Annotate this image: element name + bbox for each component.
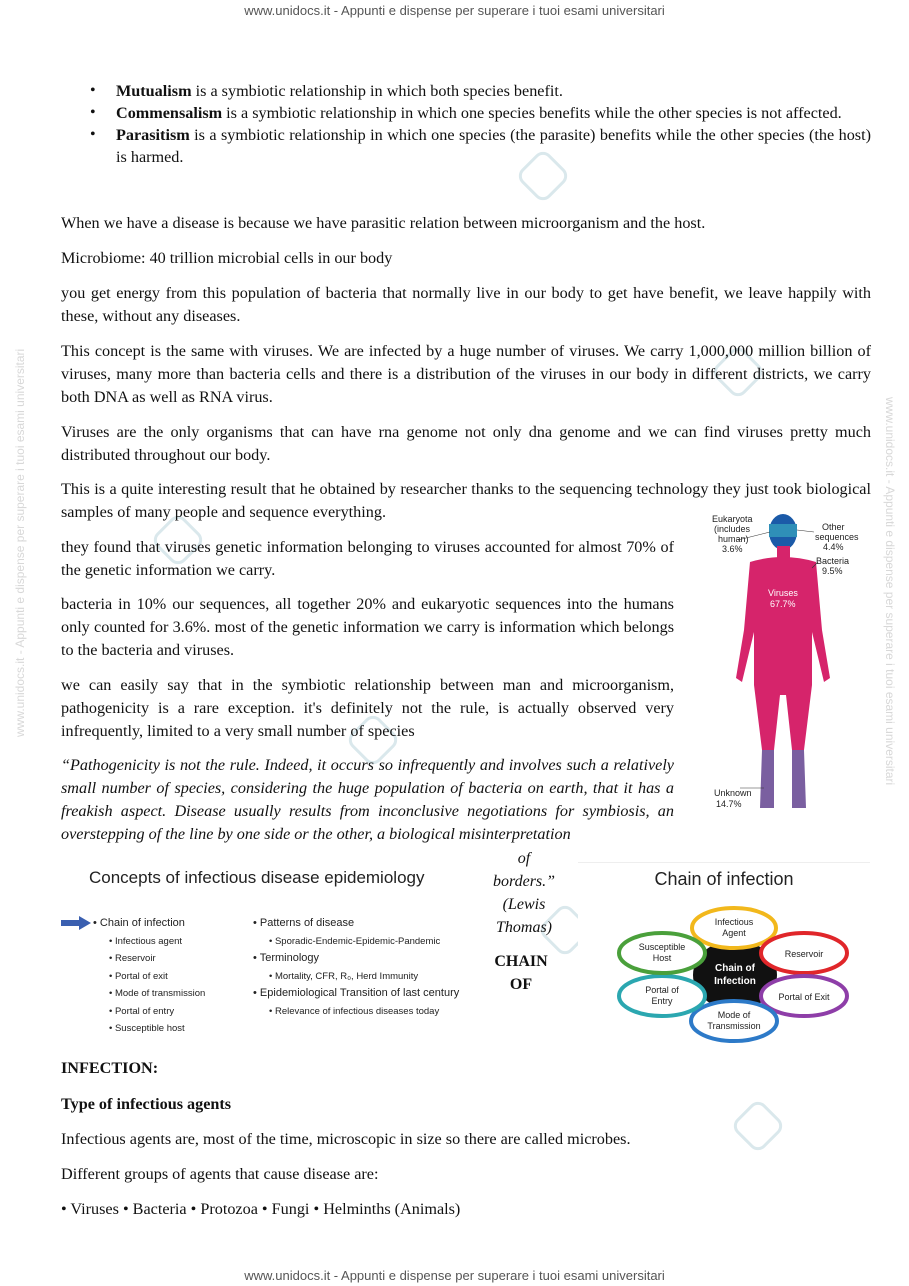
quote: “Pathogenicity is not the rule. Indeed, it occurs so infrequently and involves such a relatively small number of species, considering the huge population of bacteria on earth, that it has a freakish aspect. Disease usually results from inconclusive negotiations for symbiosis, an overstepping of the line by one side or the other, a biological misinterpretation <box>61 756 674 843</box>
slide-subitem: • Sporadic-Endemic-Epidemic-Pandemic <box>269 935 441 947</box>
svg-text:Chain of: Chain of <box>715 963 755 974</box>
slide-subitem: • Portal of entry <box>109 1005 175 1017</box>
viruses-label: Viruses <box>768 588 798 598</box>
list-item: • Commensalism is a symbiotic relationship in which one species benefits while the other species is not affected. <box>116 102 871 124</box>
svg-text:4.4%: 4.4% <box>823 542 844 552</box>
slide-item: • Terminology <box>253 952 320 964</box>
paragraph: When we have a disease is because we have parasitic relation between microorganism and the host. <box>61 214 706 232</box>
body-torso <box>736 557 830 750</box>
paragraph: Different groups of agents that cause disease are: <box>61 1165 379 1183</box>
svg-text:Agent: Agent <box>722 928 746 938</box>
paragraph: they found that viruses genetic information belonging to viruses accounted for almost 70% of the genetic information we carry. <box>61 538 674 579</box>
svg-text:14.7%: 14.7% <box>716 799 742 809</box>
chain-of-infection-diagram <box>578 862 870 1043</box>
arrow-right-icon <box>61 916 91 930</box>
svg-text:Host: Host <box>652 953 672 963</box>
quote-tail: of borders.” (Lewis Thomas) <box>492 850 556 936</box>
slide-subitem: • Mode of transmission <box>109 988 206 999</box>
svg-text:human): human) <box>718 534 749 544</box>
header-watermark: www.unidocs.it - Appunti e dispense per superare i tuoi esami universitari <box>244 3 665 18</box>
list-item: • Parasitism is a symbiotic relationship in which one species (the parasite) benefits while the other species (the host) is harmed. <box>116 124 871 168</box>
slide-subitem: • Susceptible host <box>109 1023 185 1034</box>
svg-text:Transmission: Transmission <box>707 1021 761 1031</box>
slide-subitem: • Relevance of infectious diseases today <box>269 1005 440 1017</box>
svg-text:Mode of: Mode of <box>717 1010 751 1020</box>
chain-node-portal-of-exit <box>761 976 847 1016</box>
paragraph: Microbiome: 40 trillion microbial cells in our body <box>61 249 393 267</box>
svg-text:9.5%: 9.5% <box>822 566 843 576</box>
paragraph: Infectious agents are, most of the time, microscopic in size so there are called microbes. <box>61 1130 631 1148</box>
paragraph: This concept is the same with viruses. We are infected by a huge number of viruses. We carry 1,000,000 million billion of viruses, many more than bacteria cells and there is a distribution of the viruses in our body in different districts, we carry both DNA as well as RNA virus. <box>61 342 871 406</box>
chain-node-infectious-agent <box>692 908 776 948</box>
slide-subitem: • Reservoir <box>109 953 156 964</box>
svg-text:Infection: Infection <box>714 976 756 987</box>
chain-node-portal-of-entry <box>619 976 705 1016</box>
symbiosis-list <box>61 80 871 168</box>
paragraph: we can easily say that in the symbiotic relationship between man and microorganism, pathogenicity is a rare exception. it's definitely not the rule, is actually observed very infrequently, limited to a very small number of species <box>61 676 674 740</box>
slide-subitem: • Infectious agent <box>109 935 183 947</box>
svg-text:Portal of: Portal of <box>645 985 679 995</box>
slide-title: Concepts of infectious disease epidemiology <box>89 868 425 887</box>
svg-text:Infectious: Infectious <box>714 917 754 927</box>
footer-watermark: www.unidocs.it - Appunti e dispense per superare i tuoi esami universitari <box>244 1268 665 1283</box>
svg-text:67.7%: 67.7% <box>770 599 796 609</box>
slide-subitem: • Mortality, CFR, R₀, Herd Immunity <box>269 970 419 982</box>
side-watermark-right: www.unidocs.it - Appunti e dispense per superare i tuoi esami universitari <box>883 397 897 786</box>
agents-list: • Viruses • Bacteria • Protozoa • Fungi • Helminths (Animals) <box>61 1200 461 1218</box>
epidemiology-slide <box>61 862 476 1040</box>
list-item: • Mutualism is a symbiotic relationship in which both species benefit. <box>116 80 871 102</box>
slide-subitem: • Portal of exit <box>109 970 168 982</box>
side-watermark-left: www.unidocs.it - Appunti e dispense per superare i tuoi esami universitari <box>13 348 27 737</box>
svg-text:Entry: Entry <box>651 996 673 1006</box>
slide-item: • Patterns of disease <box>253 917 355 929</box>
svg-text:Reservoir: Reservoir <box>784 949 824 959</box>
microbiome-body-figure <box>700 510 880 815</box>
unknown-label: Unknown <box>714 788 752 798</box>
paragraph: bacteria in 10% our sequences, all together 20% and eukaryotic sequences into the humans only counted for 3.6%. most of the genetic information we carry is information which belongs to the bacteria and viruses. <box>61 595 674 659</box>
head-band <box>769 524 797 537</box>
other-sequences-label: Other <box>822 522 845 532</box>
agents-heading: Type of infectious agents <box>61 1095 232 1113</box>
chain-of-label: CHAIN OF <box>494 953 548 993</box>
paragraph: you get energy from this population of bacteria that normally live in our body to get have benefit, we leave happily with these, without any diseases. <box>61 284 871 325</box>
bacteria-label: Bacteria <box>816 556 850 566</box>
eukaryota-label: Eukaryota <box>712 514 753 524</box>
svg-text:Portal of Exit: Portal of Exit <box>778 992 830 1002</box>
paragraph: Viruses are the only organisms that can have rna genome not only dna genome and we can find viruses pretty much distributed throughout our body. <box>61 423 871 464</box>
chain-node-reservoir <box>761 933 847 973</box>
slide-item: • Chain of infection <box>93 917 185 929</box>
chain-node-susceptible-host <box>619 933 705 973</box>
slide-item: • Epidemiological Transition of last century <box>253 987 460 999</box>
svg-text:Susceptible: Susceptible <box>638 942 686 952</box>
chain-node-mode-of-transmission <box>691 1001 777 1041</box>
svg-text:(includes: (includes <box>714 524 751 534</box>
svg-text:3.6%: 3.6% <box>722 544 743 554</box>
infection-heading: INFECTION: <box>61 1059 159 1077</box>
diagram-title: Chain of infection <box>654 869 794 889</box>
svg-text:sequences: sequences <box>815 532 859 542</box>
paragraph: This is a quite interesting result that he obtained by researcher thanks to the sequencing technology they just took biological samples of many people and sequence everything. <box>61 480 871 521</box>
body-legs <box>760 750 806 808</box>
